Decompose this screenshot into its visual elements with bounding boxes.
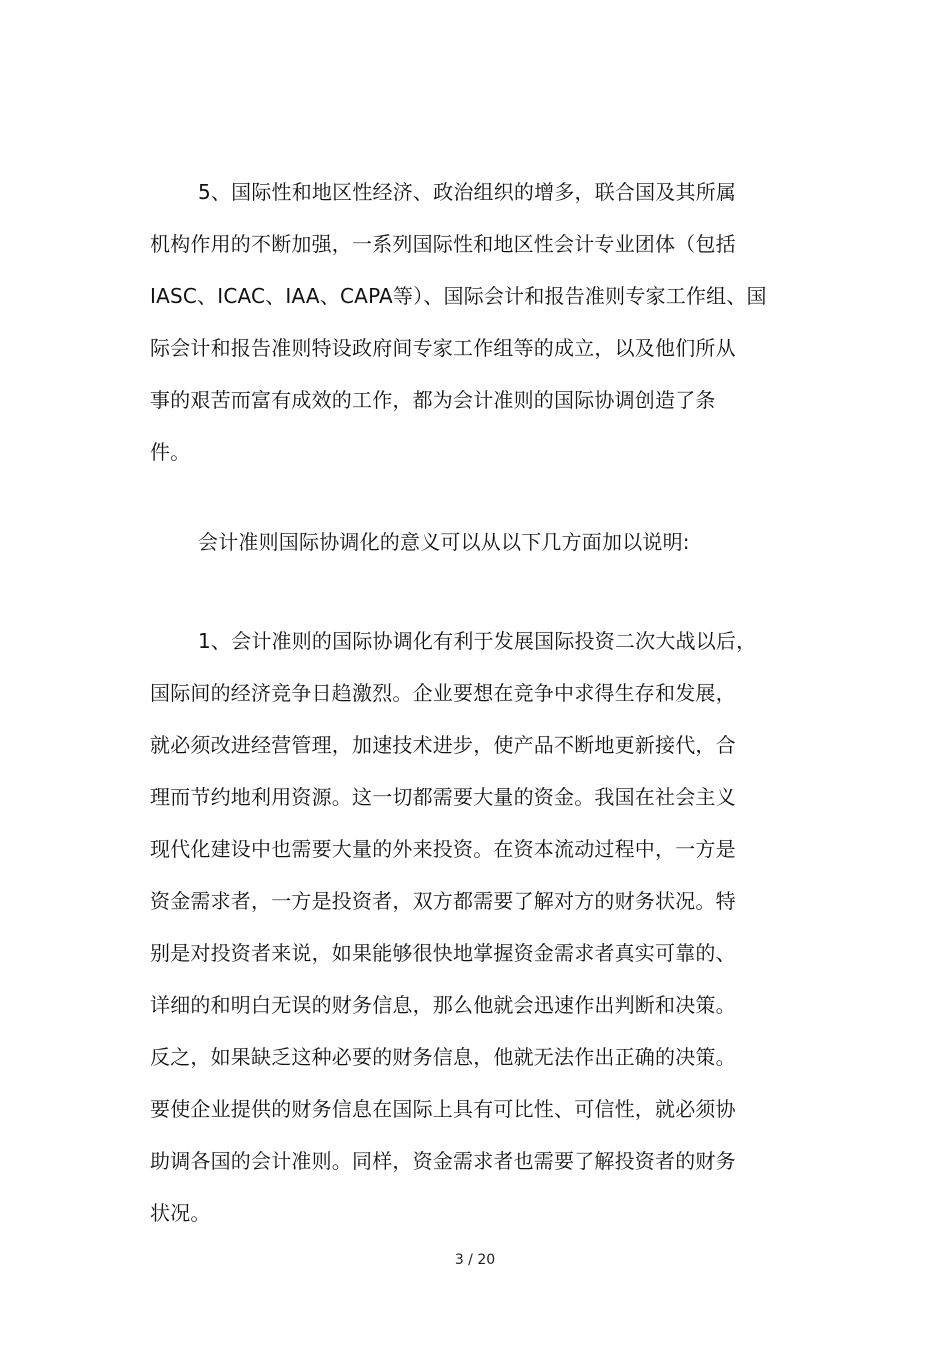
text-line: 际会计和报告准则特设政府间专家工作组等的成立，以及他们所从 xyxy=(150,336,736,360)
text-line: 别是对投资者来说，如果能够很快地掌握资金需求者真实可靠的、 xyxy=(150,941,736,965)
paragraph-investment xyxy=(150,615,790,1239)
text-line: 理而节约地利用资源。这一切都需要大量的资金。我国在社会主义 xyxy=(150,785,736,809)
paragraph-significance-intro xyxy=(150,516,790,568)
text-line: 现代化建设中也需要大量的外来投资。在资本流动过程中，一方是 xyxy=(150,837,736,861)
text-line: IASC、ICAC、IAA、CAPA等）、国际会计和报告准则专家工作组、国 xyxy=(150,284,767,308)
text-line: 会计准则国际协调化的意义可以从以下几方面加以说明: xyxy=(198,530,690,554)
text-line: 国际间的经济竞争日趋激烈。企业要想在竞争中求得生存和发展， xyxy=(150,681,736,705)
text-line: 要使企业提供的财务信息在国际上具有可比性、可信性，就必须协 xyxy=(150,1097,736,1121)
text-line: 5、国际性和地区性经济、政治组织的增多，联合国及其所属 xyxy=(198,180,737,204)
text-line: 1、会计准则的国际协调化有利于发展国际投资二次大战以后， xyxy=(198,629,757,653)
text-line: 详细的和明白无误的财务信息，那么他就会迅速作出判断和决策。 xyxy=(150,993,736,1017)
text-line: 事的艰苦而富有成效的工作，都为会计准则的国际协调创造了条 xyxy=(150,388,716,412)
text-line: 反之，如果缺乏这种必要的财务信息，他就无法作出正确的决策。 xyxy=(150,1045,736,1069)
text-line: 机构作用的不断加强，一系列国际性和地区性会计专业团体（包括 xyxy=(150,232,736,256)
text-line: 状况。 xyxy=(150,1201,211,1225)
text-line: 件。 xyxy=(150,440,191,464)
text-line: 助调各国的会计准则。同样，资金需求者也需要了解投资者的财务 xyxy=(150,1149,736,1173)
paragraph-international-organizations xyxy=(150,166,790,478)
text-line: 就必须改进经营管理，加速技术进步，使产品不断地更新接代，合 xyxy=(150,733,736,757)
page-number: 3 / 20 xyxy=(454,1252,496,1268)
text-line: 资金需求者，一方是投资者，双方都需要了解对方的财务状况。特 xyxy=(150,889,736,913)
